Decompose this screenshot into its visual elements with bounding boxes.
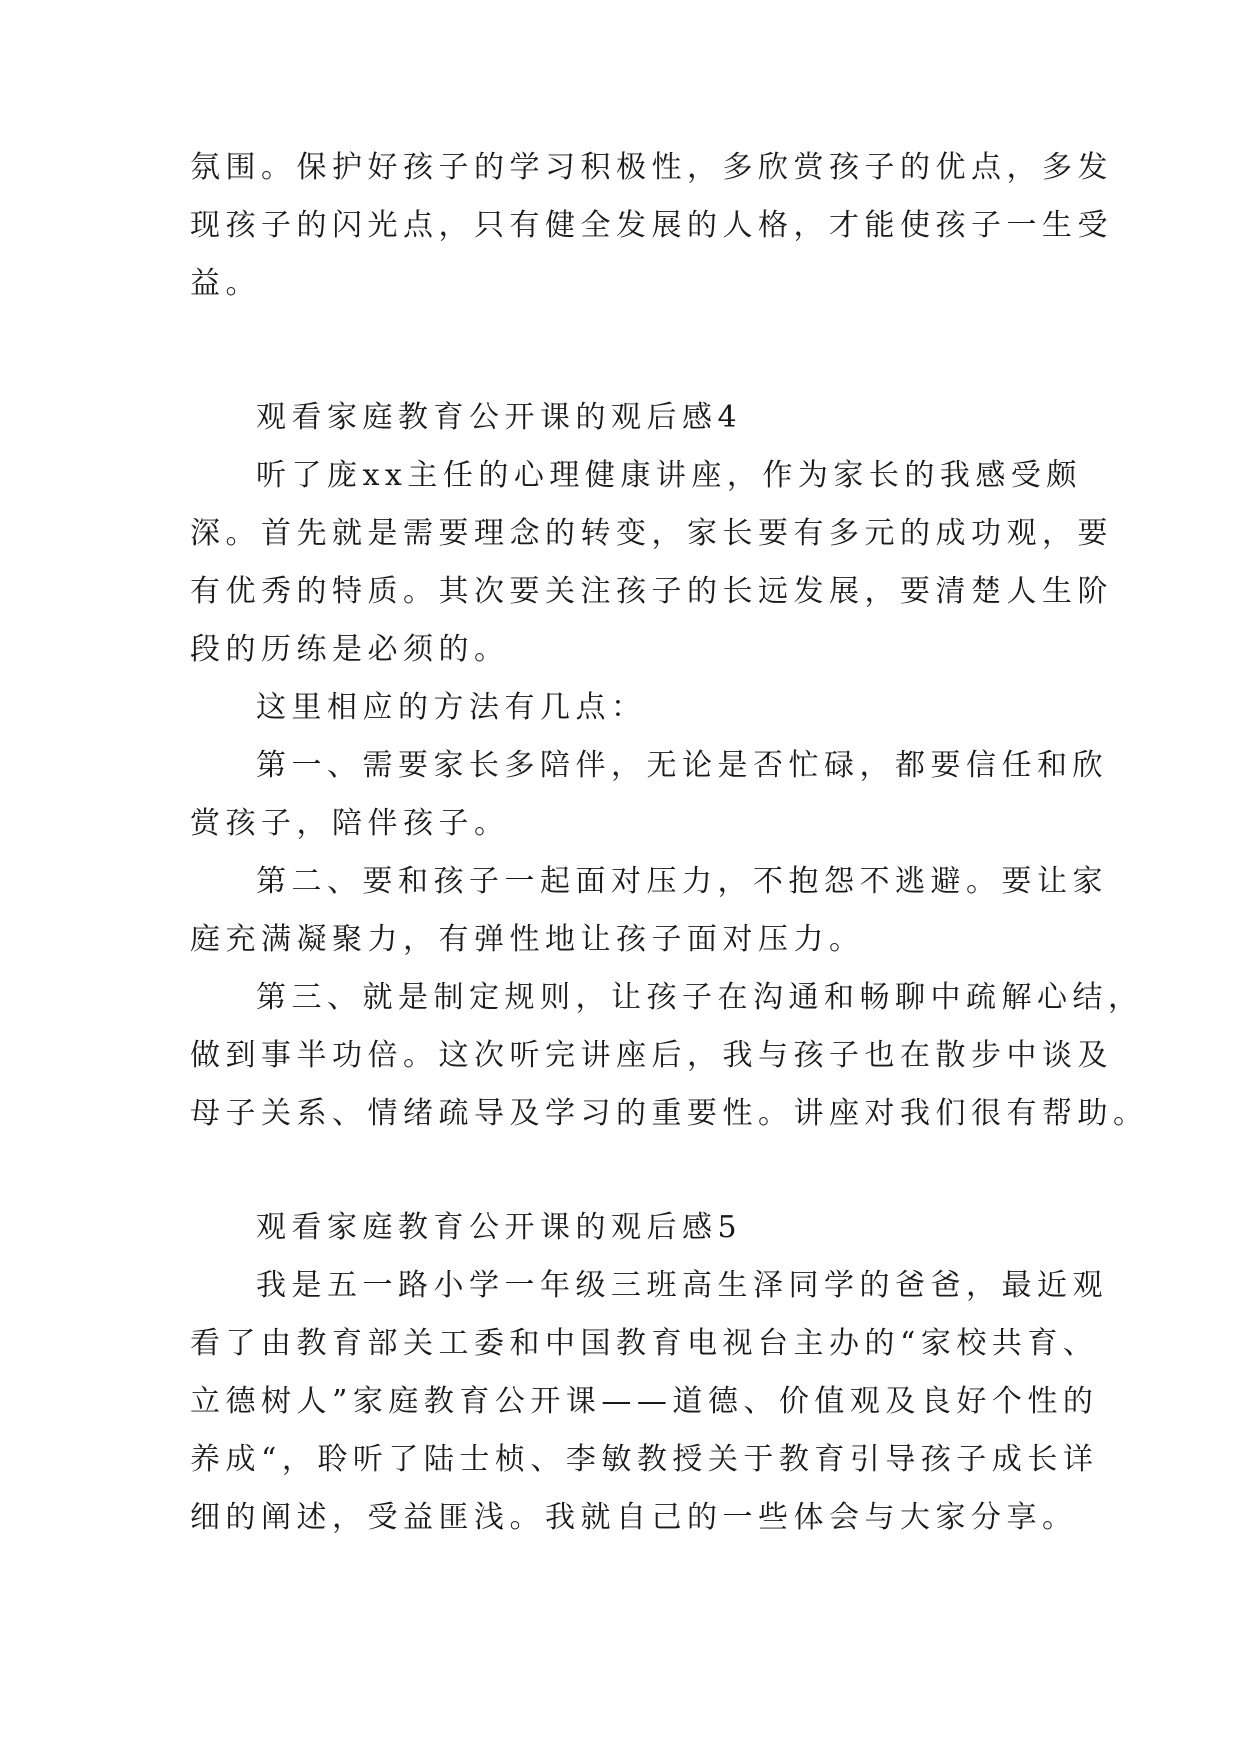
section-heading-5: 观看家庭教育公开课的观后感5	[256, 1210, 743, 1245]
paragraph-line: 第三、就是制定规则，让孩子在沟通和畅聊中疏解心结，	[256, 980, 1144, 1015]
paragraph-line: 段的历练是必须的。	[190, 632, 510, 667]
paragraph-line: 立德树人”家庭教育公开课——道德、价值观及良好个性的	[190, 1384, 1099, 1419]
paragraph-line: 第二、要和孩子一起面对压力，不抱怨不逃避。要让家	[256, 864, 1108, 899]
paragraph-line: 养成“，聆听了陆士桢、李敏教授关于教育引导孩子成长详	[190, 1442, 1099, 1477]
paragraph-line: 母子关系、情绪疏导及学习的重要性。讲座对我们很有帮助。	[190, 1096, 1149, 1131]
paragraph-line: 这里相应的方法有几点：	[256, 690, 647, 725]
paragraph-line: 氛围。保护好孩子的学习积极性，多欣赏孩子的优点，多发	[190, 150, 1113, 185]
paragraph-line: 做到事半功倍。这次听完讲座后，我与孩子也在散步中谈及	[190, 1038, 1113, 1073]
paragraph-line: 我是五一路小学一年级三班高生泽同学的爸爸，最近观	[256, 1268, 1108, 1303]
paragraph-line: 第一、需要家长多陪伴，无论是否忙碌，都要信任和欣	[256, 748, 1108, 783]
paragraph-line: 细的阐述，受益匪浅。我就自己的一些体会与大家分享。	[190, 1500, 1078, 1535]
paragraph-line: 现孩子的闪光点，只有健全发展的人格，才能使孩子一生受	[190, 208, 1113, 243]
paragraph-line: 庭充满凝聚力，有弹性地让孩子面对压力。	[190, 922, 865, 957]
paragraph-line: 有优秀的特质。其次要关注孩子的长远发展，要清楚人生阶	[190, 574, 1113, 609]
paragraph-line: 听了庞xx主任的心理健康讲座，作为家长的我感受颇	[256, 458, 1082, 493]
paragraph-line: 看了由教育部关工委和中国教育电视台主办的“家校共育、	[190, 1326, 1099, 1361]
paragraph-line: 深。首先就是需要理念的转变，家长要有多元的成功观，要	[190, 516, 1113, 551]
section-heading-4: 观看家庭教育公开课的观后感4	[256, 400, 743, 435]
paragraph-line: 益。	[190, 266, 261, 301]
paragraph-line: 赏孩子，陪伴孩子。	[190, 806, 510, 841]
